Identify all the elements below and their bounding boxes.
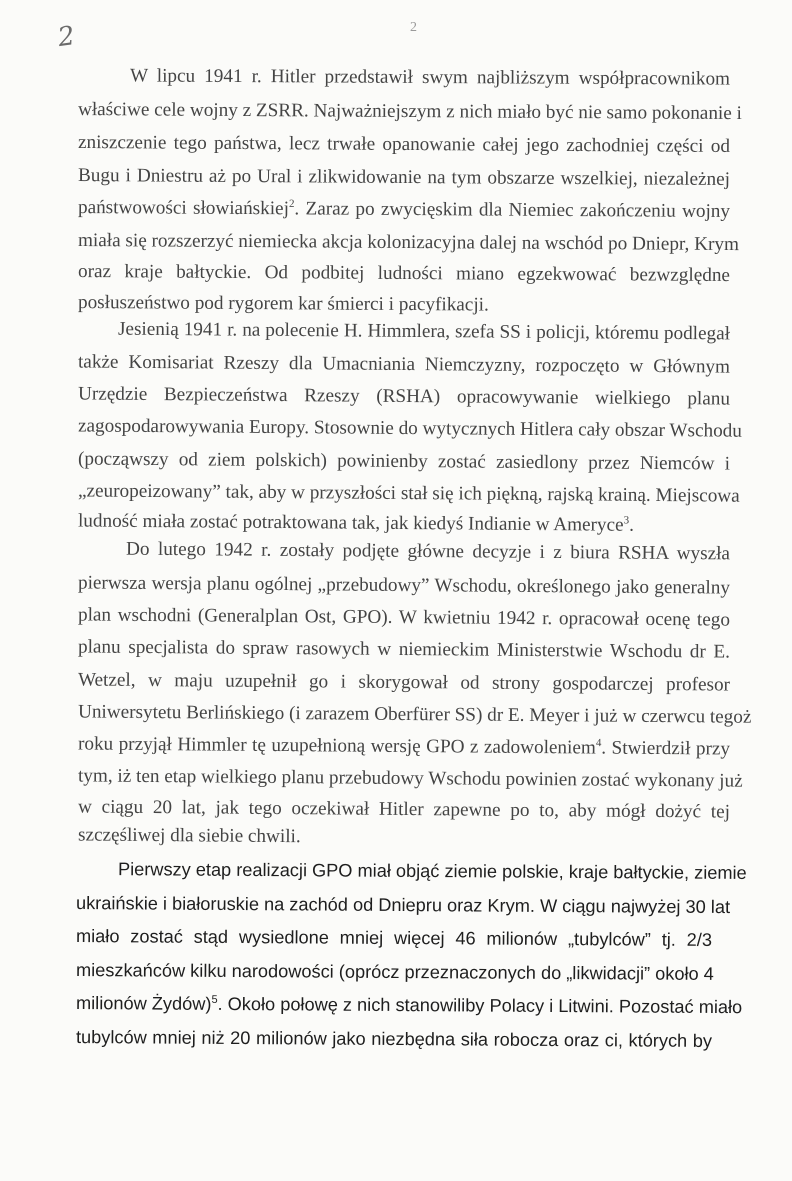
text-line: ukraińskie i białoruskie na zachód od Dniepru oraz Krym. W ciągu najwyżej 30 lat: [75, 893, 731, 918]
footnote-ref: 3: [623, 514, 630, 527]
text-line: miała się rozszerzyć niemiecka akcja kolonizacyjna dalej na wschód po Dniepr, Krym: [77, 230, 739, 256]
text-line: (począwszy od ziem polskich) powinienby zostać zasiedlony przez Niemców i: [77, 448, 731, 475]
text-line: miało zostać stąd wysiedlone mniej więcej 46 milionów „tubylców” tj. 2/3: [75, 926, 713, 950]
text-line: tym, iż ten etap wielkiego planu przebudowy Wschodu powinien zostać wykonany już: [77, 765, 743, 792]
text-line: milionów Żydów)$^5$. Około połowę z nich stanowiliby Polacy i Litwini. Pozostać miało: [75, 993, 743, 1018]
text-line: Uniwersytetu Berlińskiego (i zarazem Oberfürer SS) dr E. Meyer i już w czerwcu tegoż: [77, 701, 752, 728]
text-line: także Komisariat Rzeszy dla Umacniania Niemczyzny, rozpoczęto w Głównym: [77, 351, 731, 378]
text-line: planu specjalista do spraw rasowych w niemieckim Ministerstwie Wschodu dr E.: [77, 636, 731, 663]
text-line: W lipcu 1941 r. Hitler przedstawił swym najbliższym współpracownikom: [129, 65, 731, 90]
text-line: zniszczenie tego państwa, lecz trwałe opanowanie całej jego zachodniej części od: [77, 132, 731, 157]
text-line: szczęśliwej dla siebie chwili.: [77, 824, 301, 848]
text-line: Urzędzie Bezpieczeństwa Rzeszy (RSHA) opracowywanie wielkiego planu: [77, 383, 731, 410]
text-line: Jesienią 1941 r. na polecenie H. Himmlera, szefa SS i policji, któremu podlegał: [117, 318, 731, 345]
text-line: „zeuropeizowany” tak, aby w przyszłości stał się ich piękną, rajską krainą. Miejscowa: [77, 480, 740, 507]
footnote-ref: 4: [595, 737, 602, 750]
text-line: plan wschodni (Generalplan Ost, GPO). W kwietniu 1942 r. opracował ocenę tego: [77, 604, 731, 631]
handwritten-page-number: 2: [55, 20, 77, 54]
text-line: Wetzel, w maju uzupełnił go i skorygował od strony gospodarczej profesor: [77, 669, 731, 696]
text-line: roku przyjął Himmler tę uzupełnioną wersję GPO z zadowoleniem$^4$. Stwierdził przy: [77, 733, 731, 760]
text-line: Pierwszy etap realizacji GPO miał objąć ziemie polskie, kraje bałtyckie, ziemie: [117, 859, 747, 883]
text-line: Bugu i Dniestru aż po Ural i zlikwidowanie na tym obszarze wszelkiej, niezależnej: [77, 165, 731, 190]
footnote-ref: 5: [211, 993, 218, 1006]
text-line: tubylców mniej niż 20 milionów jako niezbędna siła robocza oraz ci, których by: [75, 1027, 713, 1051]
text-line: oraz kraje bałtyckie. Od podbitej ludności miano egzekwować bezwzględne: [77, 261, 731, 286]
printed-page-number: 2: [410, 20, 417, 35]
text-line: Do lutego 1942 r. zostały podjęte główne decyzje i z biura RSHA wyszła: [125, 538, 731, 565]
text-line: właściwe cele wojny z ZSRR. Najważniejszym z nich miało być nie samo pokonanie i: [77, 99, 742, 125]
text-line: posłuszeństwo pod rygorem kar śmierci i pacyfikacji.: [77, 292, 489, 316]
text-line: w ciągu 20 lat, jak tego oczekiwał Hitler zapewne po to, aby mógł dożyć tej: [77, 796, 731, 823]
text-line: mieszkańców kilku narodowości (oprócz przeznaczonych do „likwidacji” około 4: [75, 960, 714, 984]
footnote-ref: 2: [288, 197, 295, 210]
text-line: ludność miała zostać potraktowana tak, jak kiedyś Indianie w Ameryce$^3$.: [77, 510, 634, 536]
text-line: państwowości słowiańskiej$^2$. Zaraz po zwycięskim dla Niemiec zakończeniu wojny: [77, 197, 731, 222]
text-line: pierwsza wersja planu ogólnej „przebudowy” Wschodu, określonego jako generalny: [77, 572, 731, 599]
text-line: zagospodarowywania Europy. Stosownie do wytycznych Hitlera cały obszar Wschodu: [77, 415, 742, 442]
